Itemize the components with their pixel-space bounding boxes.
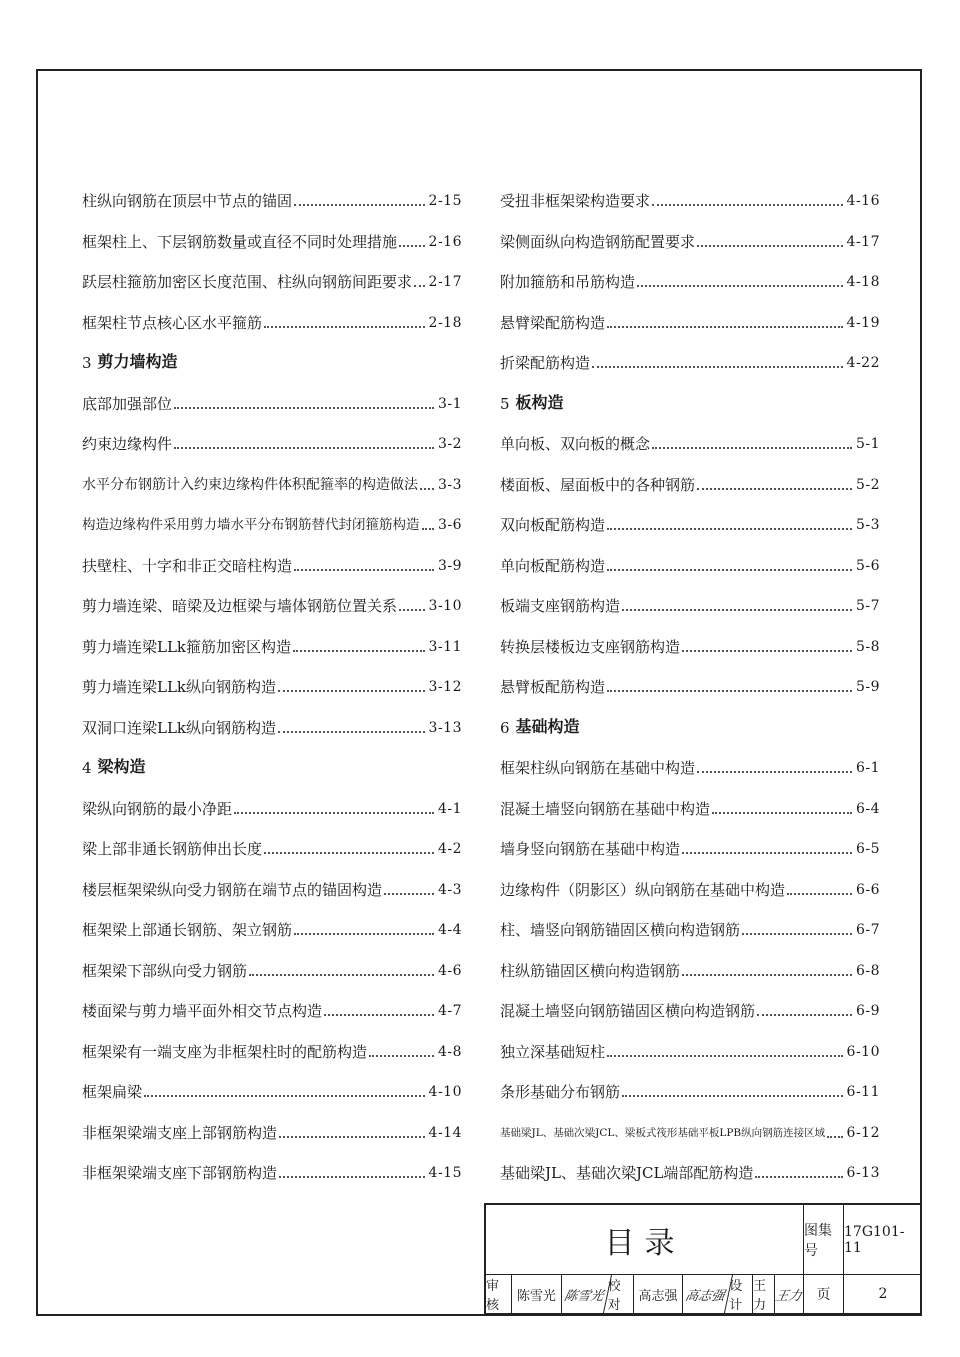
toc-entry-page: 4-2 [437,841,462,857]
toc-entry-title: 约束边缘构件 [82,435,173,453]
toc-entry[interactable] [500,589,880,615]
dot-leader [652,204,843,206]
toc-entry[interactable] [82,630,462,656]
toc-entry-title: 混凝土墙竖向钢筋在基础中构造 [500,800,711,818]
dot-leader [278,690,425,692]
section-title: 剪力墙构造 [97,352,178,371]
dot-leader [278,731,425,733]
toc-entry-title: 框架扁梁 [82,1083,143,1101]
toc-entry-page: 3-3 [437,477,462,493]
dot-leader [607,690,852,692]
toc-entry[interactable] [82,1156,462,1182]
toc-entry-page: 6-10 [846,1044,880,1060]
toc-entry-page: 4-22 [846,355,880,371]
toc-entry-page: 3-6 [437,517,462,533]
check-label: 校对 [608,1275,634,1313]
toc-entry-title: 框架梁上部通长钢筋、架立钢筋 [82,921,293,939]
atlas-number: 17G101-11 [844,1205,922,1275]
toc-entry-page: 3-13 [428,720,462,736]
checker-signature: 高志强 [679,1275,733,1313]
toc-entry-page: 4-16 [846,193,880,209]
toc-entry-page: 2-18 [428,315,462,331]
dot-leader [234,812,434,814]
toc-entry-title: 楼面梁与剪力墙平面外相交节点构造 [82,1002,323,1020]
toc-entry-title: 框架梁下部纵向受力钢筋 [82,962,248,980]
toc-entry[interactable] [82,508,462,534]
review-label: 审核 [486,1275,512,1313]
toc-entry[interactable] [500,873,880,899]
toc-entry[interactable] [82,306,462,332]
dot-leader [399,245,425,247]
section-title: 基础构造 [515,717,580,736]
toc-entry[interactable] [500,346,880,372]
dot-leader [755,1176,842,1178]
toc-entry-page: 6-4 [855,801,880,817]
dot-leader [414,285,425,287]
toc-entry-title: 条形基础分布钢筋 [500,1083,621,1101]
toc-entry-page: 4-14 [428,1125,462,1141]
dot-leader [742,933,852,935]
toc-entry-page: 4-1 [437,801,462,817]
toc-entry[interactable] [82,589,462,615]
toc-entry-page: 4-19 [846,315,880,331]
toc-entry-title: 非框架梁端支座上部钢筋构造 [82,1124,278,1142]
toc-entry-title: 构造边缘构件采用剪力墙水平分布钢筋替代封闭箍筋构造 [82,517,420,533]
dot-leader [787,893,852,895]
toc-entry-page: 2-17 [428,274,462,290]
toc-entry-page: 5-3 [855,517,880,533]
toc-entry-page: 4-17 [846,234,880,250]
dot-leader [607,1055,843,1057]
toc-entry-page: 4-7 [437,1003,462,1019]
toc-entry[interactable] [500,468,880,494]
toc-entry-title: 折梁配筋构造 [500,354,591,372]
toc-entry[interactable] [82,225,462,251]
toc-entry-page: 5-6 [855,558,880,574]
dot-leader [697,245,843,247]
dot-leader [294,933,434,935]
toc-entry-page: 3-10 [428,598,462,614]
toc-entry[interactable] [82,711,462,737]
toc-entry-title: 框架梁有一端支座为非框架柱时的配筋构造 [82,1043,368,1061]
title-block [484,1203,922,1315]
toc-entry-page: 2-15 [428,193,462,209]
toc-entry[interactable] [500,1075,880,1101]
toc-entry-title: 剪力墙连梁、暗梁及边框梁与墙体钢筋位置关系 [82,597,398,615]
dot-leader [712,812,852,814]
toc-entry[interactable] [82,549,462,575]
dot-leader [144,1095,425,1097]
dot-leader [279,1176,425,1178]
toc-entry[interactable] [500,184,880,210]
toc-entry[interactable] [82,832,462,858]
dot-leader [827,1136,842,1138]
toc-entry[interactable] [82,670,462,696]
page-number: 2 [878,1286,888,1302]
toc-entry-page: 4-6 [437,963,462,979]
toc-entry[interactable] [500,751,880,777]
toc-entry-page: 4-15 [428,1165,462,1181]
toc-entry-title: 扶壁柱、十字和非正交暗柱构造 [82,557,293,575]
dot-leader [279,1136,425,1138]
dot-leader [324,1014,434,1016]
dot-leader [294,204,425,206]
toc-entry-title: 单向板、双向板的概念 [500,435,651,453]
toc-entry[interactable] [82,954,462,980]
toc-entry[interactable] [82,1035,462,1061]
toc-entry-page: 5-8 [855,639,880,655]
dot-leader [607,326,843,328]
toc-entry[interactable] [82,873,462,899]
toc-entry-title: 独立深基础短柱 [500,1043,606,1061]
toc-entry[interactable] [82,387,462,413]
page-label: 页 [804,1275,844,1313]
toc-entry-title: 梁纵向钢筋的最小净距 [82,800,233,818]
toc-entry-title: 剪力墙连梁LLk纵向钢筋构造 [82,678,277,696]
toc-entry-page: 6-6 [855,882,880,898]
toc-entry-title: 楼层框架梁纵向受力钢筋在端节点的锚固构造 [82,881,383,899]
toc-entry-page: 3-1 [437,396,462,412]
toc-entry-page: 4-3 [437,882,462,898]
toc-entry-page: 4-10 [428,1084,462,1100]
section-title: 板构造 [515,393,564,412]
toc-entry-page: 3-2 [437,436,462,452]
toc-entry-title: 框架柱节点核心区水平箍筋 [82,314,263,332]
toc-entry[interactable] [82,427,462,453]
section-title: 梁构造 [97,757,146,776]
toc-entry[interactable] [500,225,880,251]
section-number: 4 [82,759,92,777]
toc-entry-page: 6-8 [855,963,880,979]
dot-leader [384,893,434,895]
toc-entry[interactable] [82,994,462,1020]
toc-entry[interactable] [82,265,462,291]
toc-entry-title: 剪力墙连梁LLk箍筋加密区构造 [82,638,292,656]
dot-leader [622,609,852,611]
toc-entry-page: 5-9 [855,679,880,695]
dot-leader [422,528,434,530]
toc-entry-title: 跃层柱箍筋加密区长度范围、柱纵向钢筋间距要求 [82,273,413,291]
toc-entry-title: 悬臂梁配筋构造 [500,314,606,332]
toc-entry[interactable] [500,265,880,291]
toc-entry[interactable] [500,306,880,332]
toc-entry-page: 4-8 [437,1044,462,1060]
dot-leader [607,528,852,530]
toc-entry-title: 框架柱上、下层钢筋数量或直径不同时处理措施 [82,233,398,251]
section-number: 6 [500,719,510,737]
toc-entry[interactable] [500,549,880,575]
toc-entry-title: 基础梁JL、基础次梁JCL端部配筋构造 [500,1164,754,1182]
toc-entry-page: 2-16 [428,234,462,250]
toc-entry-title: 悬臂板配筋构造 [500,678,606,696]
dot-leader [652,447,852,449]
toc-entry-title: 柱、墙竖向钢筋锚固区横向构造钢筋 [500,921,741,939]
toc-entry[interactable] [500,427,880,453]
toc-entry[interactable] [82,1075,462,1101]
dot-leader [264,852,434,854]
toc-entry-title: 水平分布钢筋计入约束边缘构件体积配箍率的构造做法 [82,477,418,493]
toc-entry[interactable] [500,1035,880,1061]
toc-entry-page: 5-7 [855,598,880,614]
dot-leader [697,771,852,773]
dot-leader [592,366,843,368]
toc-entry[interactable] [500,832,880,858]
toc-entry-page: 5-2 [855,477,880,493]
toc-entry-title: 混凝土墙竖向钢筋锚固区横向构造钢筋 [500,1002,756,1020]
toc-entry[interactable] [82,913,462,939]
toc-entry-title: 基础梁JL、基础次梁JCL、梁板式筏形基础平板LPB纵向钢筋连接区域 [500,1127,826,1139]
dot-leader [294,569,434,571]
toc-entry-title: 梁侧面纵向构造钢筋配置要求 [500,233,696,251]
dot-leader [757,1014,852,1016]
toc-entry-title: 柱纵向钢筋在顶层中节点的锚固 [82,192,293,210]
toc-entry[interactable] [500,792,880,818]
toc-entry-page: 3-12 [428,679,462,695]
dot-leader [420,488,434,490]
toc-entry-title: 框架柱纵向钢筋在基础中构造 [500,759,696,777]
dot-leader [607,569,852,571]
dot-leader [174,407,434,409]
designer-name: 王力 [753,1275,775,1313]
title-block-title: 目录 [486,1205,804,1275]
toc-entry-title: 受扭非框架梁构造要求 [500,192,651,210]
toc-entry-title: 双向板配筋构造 [500,516,606,534]
dot-leader [174,447,434,449]
toc-entry-page: 6-9 [855,1003,880,1019]
toc-entry-title: 柱纵筋锚固区横向构造钢筋 [500,962,681,980]
signature-row [486,1275,804,1313]
toc-entry[interactable] [500,1116,880,1142]
toc-entry[interactable] [82,792,462,818]
toc-entry[interactable] [500,954,880,980]
toc-entry-page: 6-5 [855,841,880,857]
toc-entry-title: 板端支座钢筋构造 [500,597,621,615]
section-heading [82,346,178,372]
toc-entry-page: 5-1 [855,436,880,452]
toc-entry[interactable] [82,1116,462,1142]
toc-entry-title: 楼面板、屋面板中的各种钢筋 [500,476,696,494]
toc-entry-page: 6-1 [855,760,880,776]
toc-entry-page: 6-7 [855,922,880,938]
section-heading [500,711,580,737]
dot-leader [682,974,852,976]
toc-entry-page: 4-4 [437,922,462,938]
toc-entry-page: 6-13 [846,1165,880,1181]
dot-leader [249,974,434,976]
section-heading [82,751,146,777]
toc-entry-title: 附加箍筋和吊筋构造 [500,273,636,291]
toc-entry[interactable] [500,994,880,1020]
toc-entry[interactable] [82,184,462,210]
toc-entry-title: 双洞口连梁LLk纵向钢筋构造 [82,719,277,737]
toc-entry[interactable] [500,630,880,656]
design-label: 设计 [729,1275,753,1313]
toc-entry-title: 底部加强部位 [82,395,173,413]
toc-entry-title: 转换层楼板边支座钢筋构造 [500,638,681,656]
atlas-number-label: 图集号 [804,1205,844,1275]
toc-entry[interactable] [500,508,880,534]
toc-entry-title: 单向板配筋构造 [500,557,606,575]
dot-leader [637,285,843,287]
dot-leader [264,326,425,328]
toc-entry-title: 边缘构件（阴影区）纵向钢筋在基础中构造 [500,881,786,899]
section-number: 5 [500,395,510,413]
toc-entry-page: 6-12 [846,1125,880,1141]
checker-name: 高志强 [634,1275,684,1313]
toc-entry[interactable] [500,670,880,696]
toc-entry-page: 3-9 [437,558,462,574]
reviewer-signature: 陈雪光 [558,1275,612,1313]
toc-entry-title: 非框架梁端支座下部钢筋构造 [82,1164,278,1182]
dot-leader [369,1055,434,1057]
toc-entry-page: 6-11 [846,1084,880,1100]
dot-leader [622,1095,843,1097]
toc-entry-page: 4-18 [846,274,880,290]
dot-leader [682,650,852,652]
toc-entry[interactable] [82,468,462,494]
toc-entry-title: 墙身竖向钢筋在基础中构造 [500,840,681,858]
toc-entry[interactable] [500,913,880,939]
toc-entry-title: 梁上部非通长钢筋伸出长度 [82,840,263,858]
dot-leader [682,852,852,854]
dot-leader [399,609,425,611]
toc-entry[interactable] [500,1156,880,1182]
dot-leader [697,488,852,490]
toc-entry-page: 3-11 [428,639,462,655]
reviewer-name: 陈雪光 [512,1275,562,1313]
dot-leader [293,650,425,652]
section-heading [500,387,564,413]
designer-signature: 王力 [774,1288,804,1304]
section-number: 3 [82,354,92,372]
